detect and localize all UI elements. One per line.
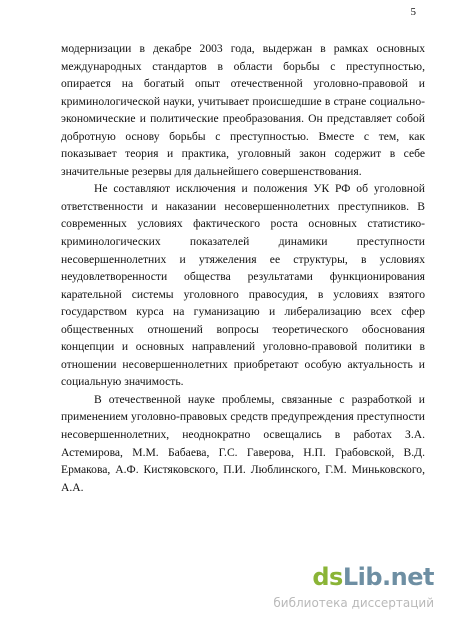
dslib-watermark xyxy=(249,563,434,615)
logo-lib-part: Lib xyxy=(342,563,383,591)
dslib-logo xyxy=(312,563,434,591)
page-number: 5 xyxy=(410,6,416,18)
logo-ds-part: ds xyxy=(312,563,343,591)
logo-net-part: net xyxy=(390,563,434,591)
logo-dot: . xyxy=(382,563,391,591)
paragraph-3: В отечественной науке проблемы, связанные с разработкой и применением уголовно-правовых средств предупреждения преступности несовершеннолетних, неоднократно освещались в работах З.А. Астемирова, М.М. Бабаева, Г.С. Гаверова, Н.П. Грабовской, В.Д. Ермакова, А.Ф. Кистяковского, П.И. Люблинского, Г.М. Миньковского, А.А. xyxy=(61,392,425,494)
paragraph-2: Не составляют исключения и положения УК РФ об уголовной ответственности и наказании несовершеннолетних преступников. В современных условиях фактического роста основных статистико-криминологических показателей динамики преступности несовершеннолетних и утяжеления ее структуры, в условиях неудовлетворенности общества результатами функционирования карательной системы уголовного правосудия, в условиях взятого государством курса на гуманизацию и либерализацию всех сфер общественных отношений вопросы теоретического обоснования концепции и основных направлений уголовно-правовой политики в отношении несовершеннолетних приобретают особую актуальность и социальную значимость. xyxy=(61,182,425,389)
watermark-caption: библиотека диссертаций xyxy=(273,596,434,610)
paragraph-1: модернизации в декабре 2003 года, выдержан в рамках основных международных стандартов в области борьбы с преступностью, опирается на богатый опыт отечественной уголовно-правовой и криминологической науки, учитывает происшедшие в стране социально-экономические и политические преобразования. Он представляет собой добротную основу борьбы с преступностью. Вместе с тем, как показывает теория и практика, уголовный закон содержит в себе значительные резервы для дальнейшего совершенствования. xyxy=(61,42,425,178)
body-text xyxy=(61,40,425,496)
